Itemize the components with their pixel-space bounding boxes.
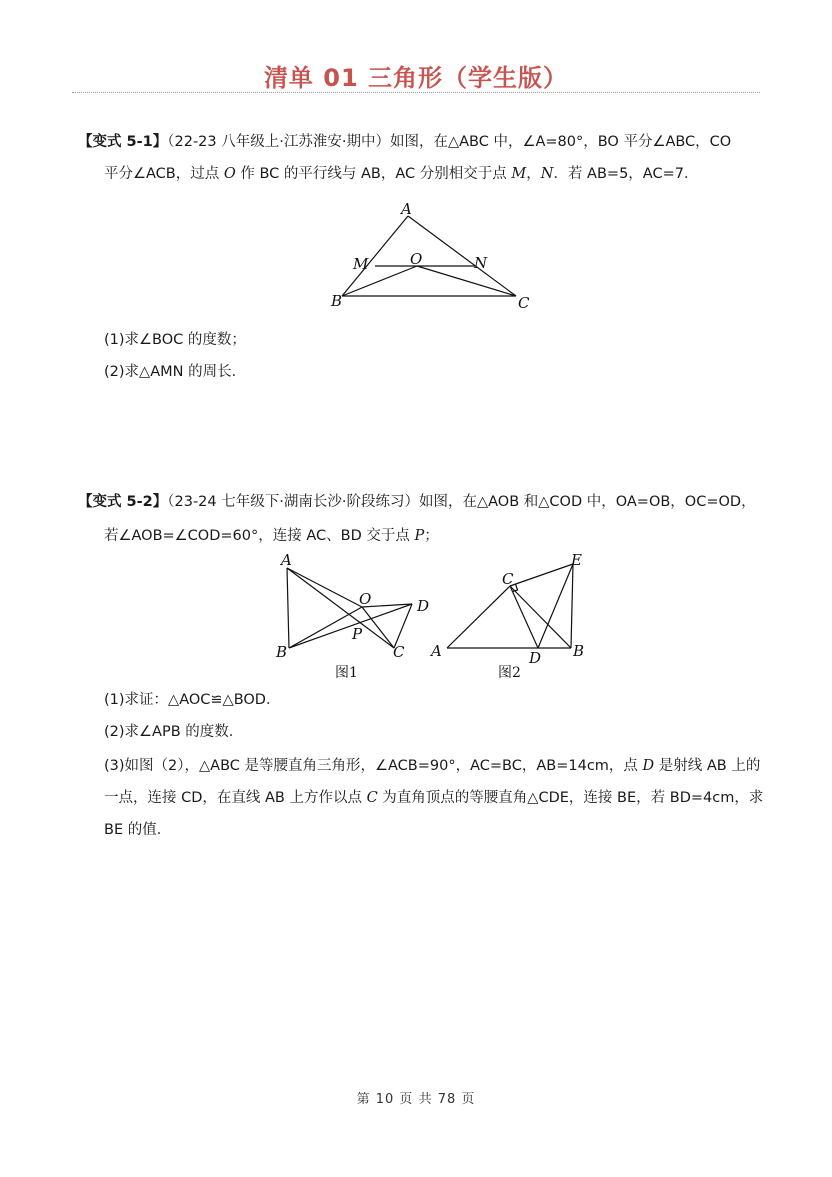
- q1-sub2: (2)求△AMN 的周长．: [104, 364, 247, 380]
- q2-sub3-text-2b: 为直角顶点的等腰直角△CDE，连接 BE，若 BD=4cm，求: [377, 790, 764, 806]
- q1-point-N: N: [540, 166, 554, 182]
- title-divider: [72, 92, 760, 93]
- label-B: B: [331, 292, 343, 310]
- figure-1-caption: 图1: [335, 665, 358, 681]
- q1-text-2d: ．若 AB=5，AC=7．: [553, 166, 699, 182]
- q2-text-2b: ；: [424, 528, 439, 544]
- q1-sub1: (1)求∠BOC 的度数；: [104, 332, 246, 348]
- label-O: O: [359, 590, 372, 608]
- q1-tag: 【变式 5-1】: [78, 134, 168, 150]
- q2-sub3-line-1: [104, 756, 764, 776]
- q2-sub2: (2)求∠APB 的度数．: [104, 724, 244, 740]
- q2-line-1: [78, 492, 768, 512]
- edge-CE: [510, 564, 573, 586]
- label-A: A: [401, 200, 412, 218]
- label-E: E: [571, 551, 582, 569]
- page-footer: 第 10 页 共 78 页: [356, 1092, 476, 1107]
- q2-figure-2: [425, 550, 595, 684]
- q2-text-1: 如图，在△AOB 和△COD 中，OA=OB，OC=OD，: [418, 494, 756, 510]
- q2-point-P: P: [414, 528, 425, 544]
- label-O: O: [410, 250, 423, 268]
- segment-AC: [287, 568, 394, 648]
- label-B: B: [573, 642, 585, 660]
- q2-sub3-point-D: D: [642, 758, 655, 774]
- label-M: M: [353, 255, 369, 273]
- q2-line-2: [104, 526, 764, 546]
- q2-sub3-text-1a: (3)如图（2），△ABC 是等腰直角三角形，∠ACB=90°，AC=BC，AB=14cm，点: [104, 758, 643, 774]
- edge-AC: [408, 216, 516, 296]
- label-C: C: [518, 294, 530, 312]
- q1-text-1: 如图，在△ABC 中，∠A=80°，BO 平分∠ABC，CO: [389, 134, 732, 150]
- segment-BD: [289, 604, 412, 648]
- q1-line-1: [78, 132, 768, 152]
- label-C: C: [393, 643, 405, 661]
- page-title: 清单 01 三角形（学生版）: [263, 64, 569, 92]
- q1-point-O: O: [223, 166, 236, 182]
- edge-CD: [394, 604, 412, 648]
- edge-AB: [342, 216, 408, 296]
- segment-CD: [510, 586, 538, 648]
- label-D: D: [529, 649, 542, 667]
- q1-point-M: M: [511, 166, 527, 182]
- q2-sub3-line-3: BE 的值．: [104, 822, 172, 838]
- figure-2-caption: 图2: [498, 665, 521, 681]
- q1-line-2: [104, 164, 764, 184]
- q2-source: （23-24 七年级下·湖南长沙·阶段练习）: [167, 494, 419, 510]
- q2-sub3-text-2a: 一点，连接 CD，在直线 AB 上方作以点: [104, 790, 367, 806]
- edge-CB: [510, 586, 571, 648]
- edge-AO: [287, 568, 362, 607]
- q2-tag: 【变式 5-2】: [78, 494, 168, 510]
- q1-text-2b: 作 BC 的平行线与 AB，AC 分别相交于点: [235, 166, 512, 182]
- q2-text-2a: 若∠AOB=∠COD=60°，连接 AC、BD 交于点: [104, 528, 415, 544]
- q1-source: （22-23 八年级上·江苏淮安·期中）: [167, 134, 390, 150]
- q2-sub3-text-1b: 是射线 AB 上的: [654, 758, 761, 774]
- segment-EB: [571, 564, 573, 648]
- q2-sub3-line-2: [104, 788, 764, 808]
- q1-text-2c: ，: [526, 166, 541, 182]
- segment-OC: [417, 266, 516, 296]
- q2-sub3-point-C: C: [366, 790, 378, 806]
- label-B: B: [276, 643, 288, 661]
- edge-AC: [447, 586, 510, 648]
- q1-triangle-figure: [320, 196, 540, 316]
- q1-text-2a: 平分∠ACB，过点: [104, 166, 224, 182]
- label-A: A: [431, 642, 442, 660]
- q2-sub1: (1)求证：△AOC≌△BOD．: [104, 692, 281, 708]
- edge-AB: [287, 568, 289, 648]
- label-C: C: [502, 570, 514, 588]
- label-D: D: [417, 597, 430, 615]
- label-N: N: [474, 254, 488, 272]
- segment-ED: [538, 564, 573, 648]
- label-P: P: [352, 625, 363, 643]
- label-A: A: [281, 552, 292, 569]
- q2-figure-1: [270, 552, 440, 684]
